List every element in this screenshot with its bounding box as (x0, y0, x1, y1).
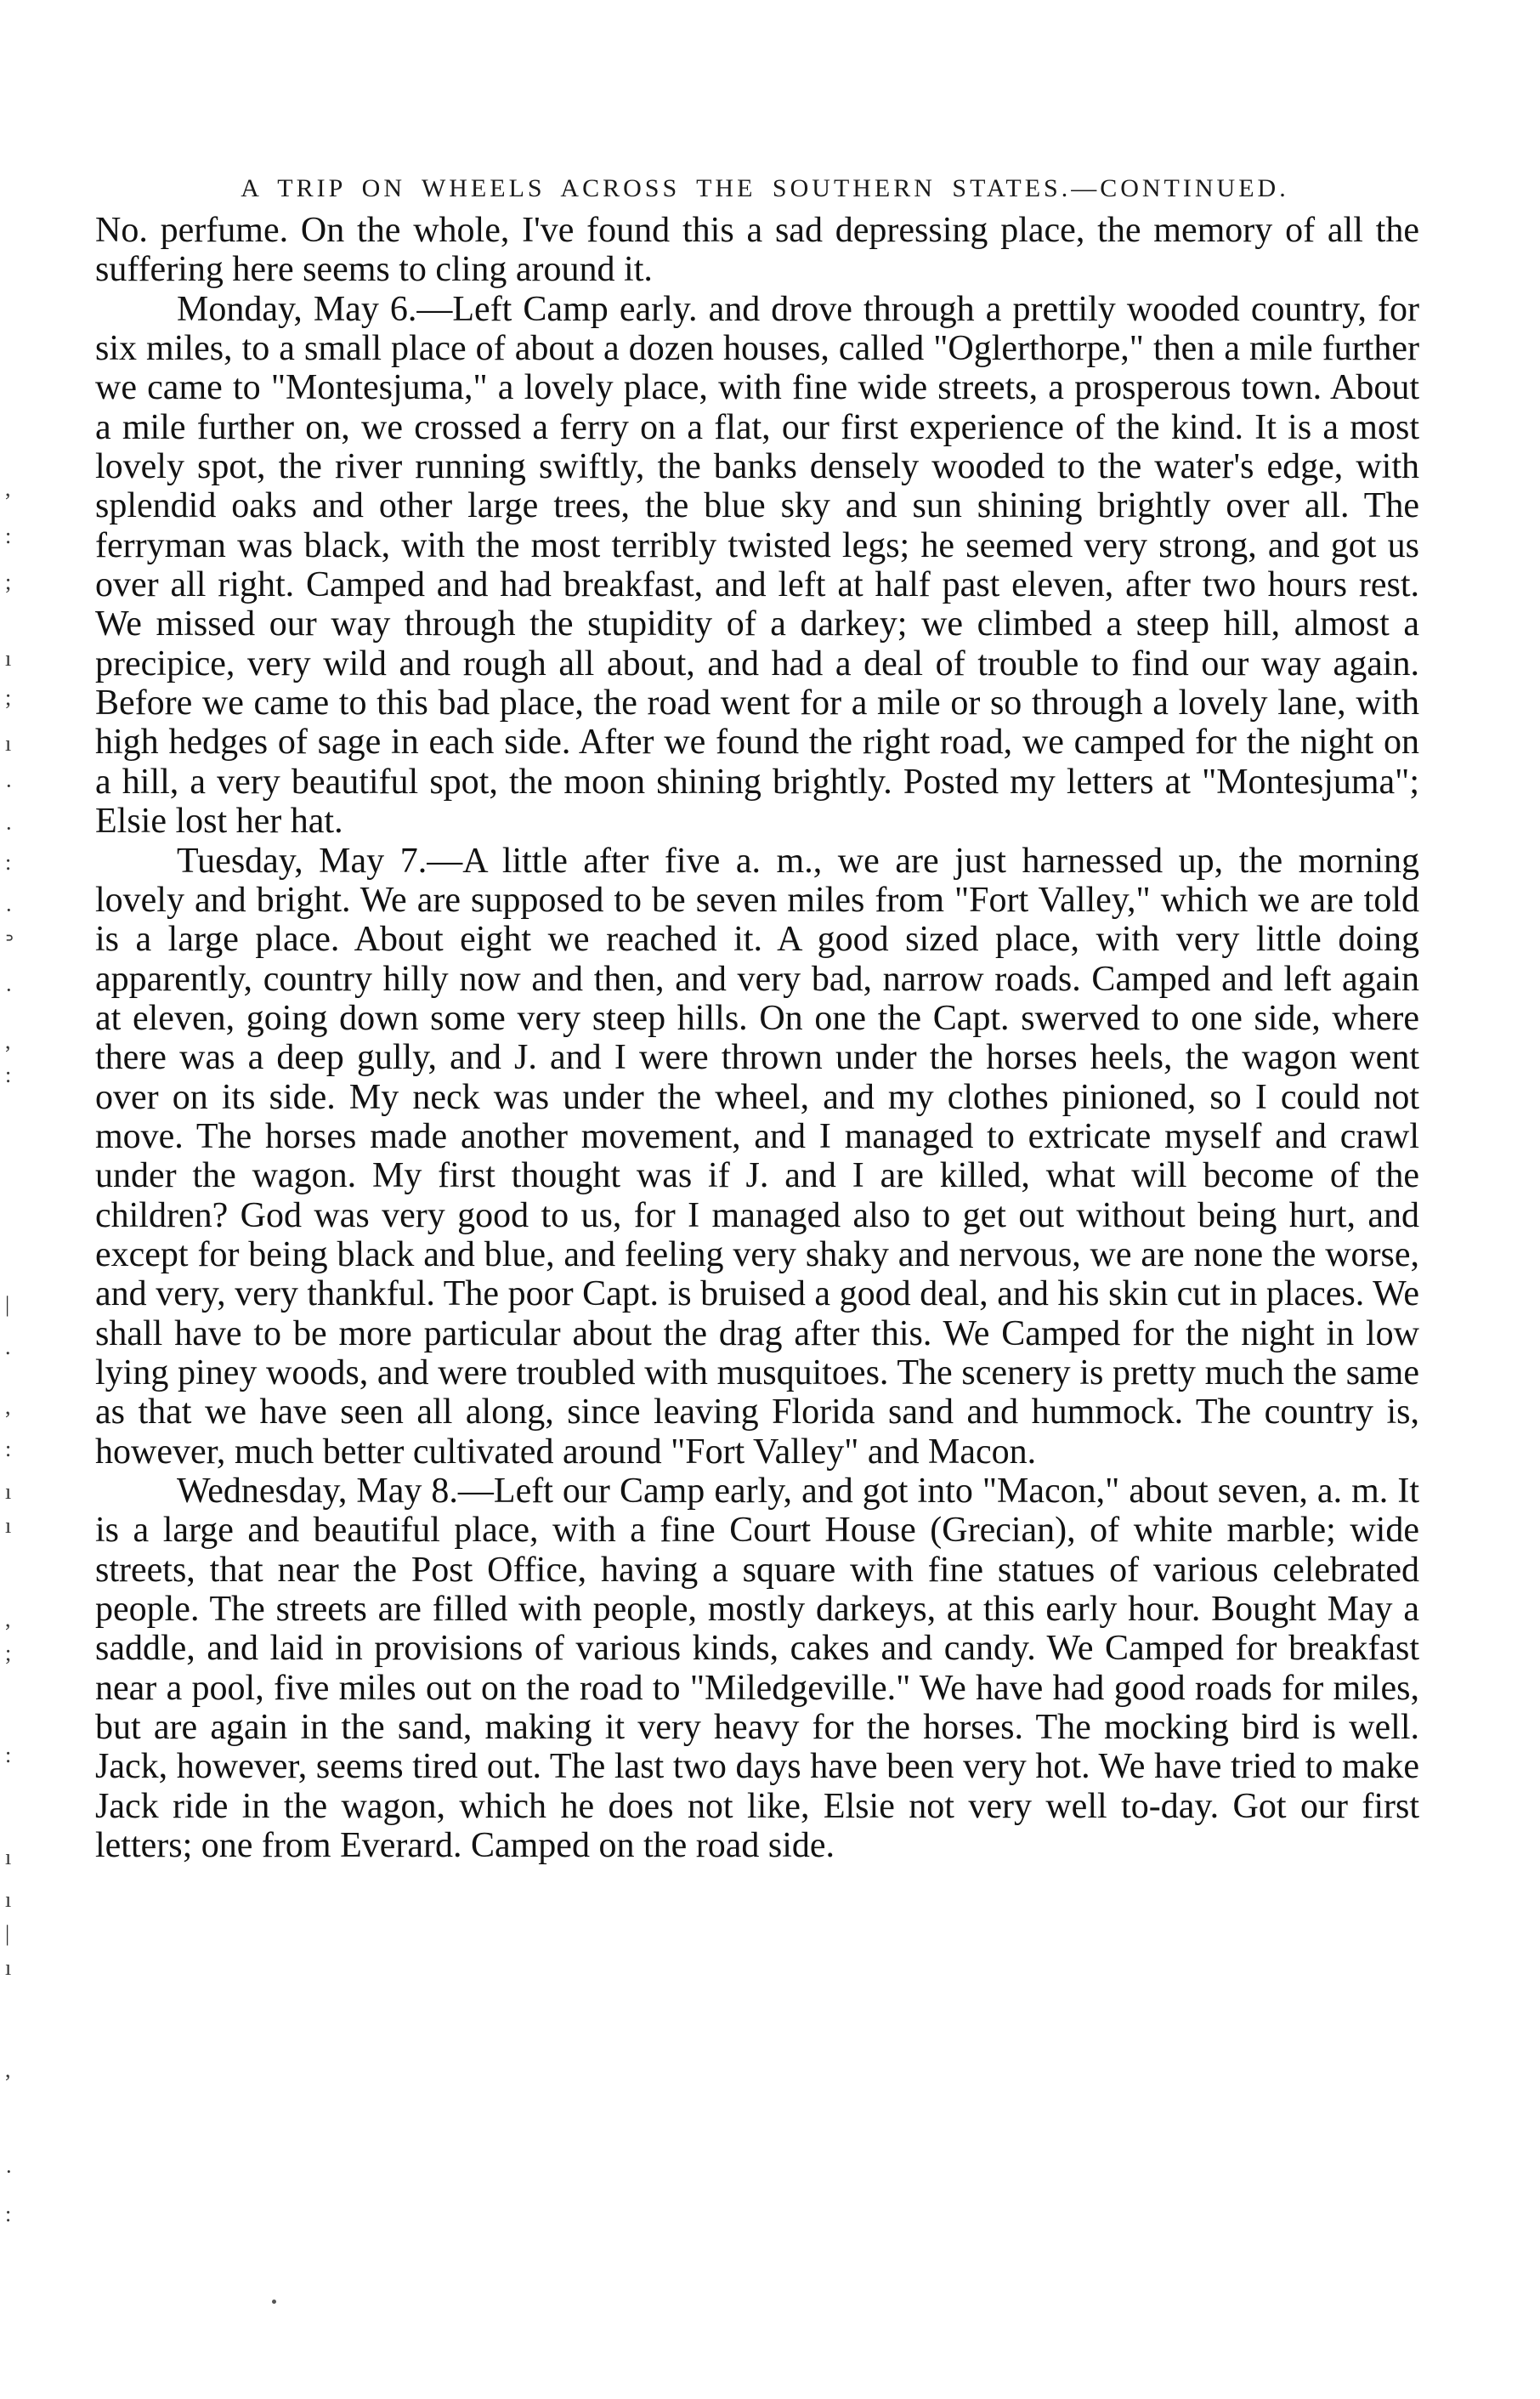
paragraph-tuesday-may-7: Tuesday, May 7.—A little after five a. m., we are just harnessed up, the morning lovely and bright. We are supposed to be seven miles from "Fort Valley," which we are told is a large place. About eight we reached it. A good sized place, with very little doing apparently, country hilly now and then, and very bad, narrow roads. Camped and left again at eleven, going down some very steep hills. On one the Capt. swerved to one side, where there was a deep gully, and J. and I were thrown under the horses heels, the wagon went over on its side. My neck was under the wheel, and my clothes pinioned, so I could not move. The horses made another movement, and I managed to extricate myself and crawl under the wagon. My first thought was if J. and I are killed, what will become of the children? God was very good to us, for I managed also to get out without being hurt, and except for being black and blue, and feeling very shaky and nervous, we are none the worse, and very, very thankful. The poor Capt. is bruised a good deal, and his skin cut in places. We shall have to be more particular about the drag after this. We Camped for the night in low lying piney woods, and were troubled with musquitoes. The scenery is pretty much the same as that we have seen all along, since leaving Florida sand and hummock. The country is, however, much better cultivated around "Fort Valley" and Macon. (95, 841, 1419, 1472)
paragraph-continuation: No. perfume. On the whole, I've found this a sad depressing place, the memory of all the suffering here seems to cling around it. (95, 211, 1419, 290)
scan-speck (272, 2300, 276, 2304)
paragraph-wednesday-may-8: Wednesday, May 8.—Left our Camp early, and got into "Macon," about seven, a. m. It is a large and beautiful place, with a fine Court House (Grecian), of white marble; wide streets, that near the Post Office, having a square with fine statues of various celebrated people. The streets are filled with people, mostly darkeys, at this early hour. Bought May a saddle, and laid in provisions of various kinds, cakes and candy. We Camped for breakfast near a pool, five miles out on the road to "Miledgeville." We have had good roads for miles, but are again in the sand, making it very heavy for the horses. The mocking bird is well. Jack, however, seems tired out. The last two days have been very hot. We have tried to make Jack ride in the wagon, which he does not like, Elsie not very well to-day. Got our first letters; one from Everard. Camped on the road side. (95, 1472, 1419, 1866)
paragraph-monday-may-6: Monday, May 6.—Left Camp early. and drove through a prettily wooded country, for six miles, to a small place of about a dozen houses, called "Oglerthorpe," then a mile further we came to "Montesjuma," a lovely place, with fine wide streets, a prosperous town. About a mile further on, we crossed a ferry on a flat, our first experience of the kind. It is a most lovely spot, the river running swiftly, the banks densely wooded to the water's edge, with splendid oaks and other large trees, the blue sky and sun shining brightly over all. The ferryman was black, with the most terribly twisted legs; he seemed very strong, and got us over all right. Camped and had breakfast, and left at half past eleven, after two hours rest. We missed our way through the stupidity of a darkey; we climbed a steep hill, almost a precipice, very wild and rough all about, and had a deal of trouble to find our way again. Before we came to this bad place, the road went for a mile or so through a lovely lane, with high hedges of sage in each side. After we found the right road, we camped for the night on a hill, a very beautiful spot, the moon shining brightly. Posted my letters at "Montesjuma"; Elsie lost her hat. (95, 289, 1419, 842)
scan-gutter-artifacts: , : ; ı ; ı · · : · ᐣ · , : | . , : ı ı , ; : ı ı | ı , · : (5, 476, 14, 2226)
running-header: A TRIP ON WHEELS ACROSS THE SOUTHERN STATES.—CONTINUED. (241, 174, 1289, 202)
article-body (95, 211, 1419, 1865)
